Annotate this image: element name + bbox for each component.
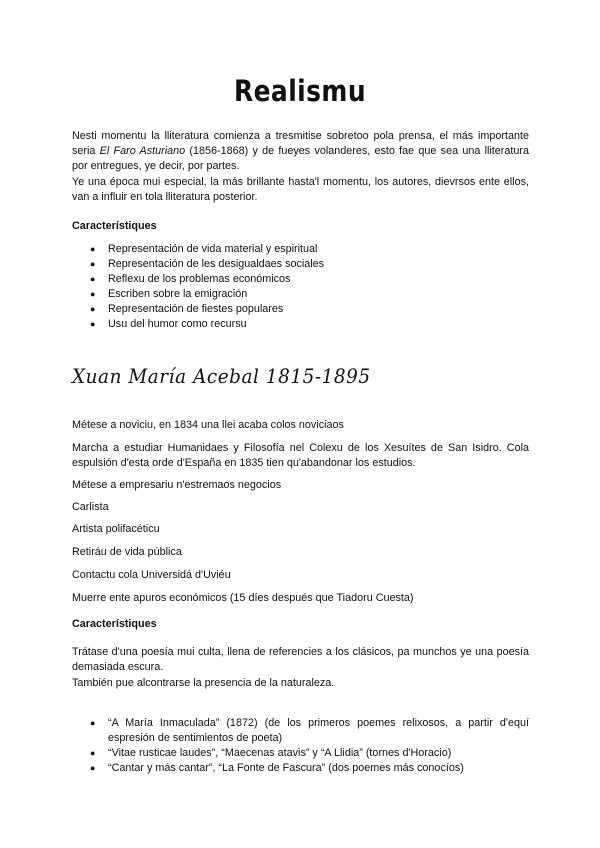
bullet-icon: ●	[90, 763, 96, 773]
author-fact: Artista polifacéticu	[72, 523, 160, 535]
page-title: Realismu	[233, 74, 367, 108]
author-heading: Xuan María Acebal 1815-1895	[72, 364, 371, 388]
bullet-icon: ●	[90, 259, 96, 269]
intro-text-a: Nesti momentu la lliteratura comienza a tresmitise sobretoo pola prensa, el más importante seria	[72, 130, 529, 157]
bullet-icon: ●	[90, 274, 96, 284]
author-fact: Métese a noviciu, en 1834 una llei acaba colos noviciaos	[72, 419, 344, 431]
bullet-icon: ●	[90, 718, 96, 728]
list-item: ● Reflexu de los problemas económicos	[90, 273, 291, 285]
author-fact: Carlista	[72, 501, 109, 513]
intro-paragraph-2: Ye una época mui especial, la más brillante hasta'l momentu, los autores, dievrsos ente ellos, van a influir en tola lliteratura posterior.	[72, 176, 529, 203]
list-item: ● “Vitae rusticae laudes”, “Maecenas atavis” y “A Llidia” (tornes d'Horacio)	[90, 747, 452, 759]
features-heading-1: Característiques	[72, 220, 157, 232]
list-item: ● Representación de les desigualdaes sociales	[90, 258, 325, 270]
bullet-icon: ●	[90, 319, 96, 329]
list-item: ● “Cantar y más cantar”, “La Fonte de Fascura” (dos poemes más conocíos)	[90, 762, 464, 774]
list-item: ● Escriben sobre la emigración	[90, 288, 248, 300]
list-item: ● Representación de vida material y espiritual	[90, 243, 318, 255]
intro-text-b: (1856-1868) y de fueyes volanderes, esto fae que sea una lliteratura por entregues, ye decir, por partes.	[72, 145, 530, 172]
list-item: ● Representación de fiestes populares	[90, 303, 284, 315]
features-list-1	[90, 242, 528, 332]
author-fact: Muerre ente apuros económicos (15 díes después que Tiadoru Cuesta)	[72, 592, 414, 604]
intro-paragraph-1	[72, 129, 529, 174]
bullet-icon: ●	[90, 289, 96, 299]
bullet-icon: ●	[90, 748, 96, 758]
features2-paragraph-2: También pue alcontrarse la presencia de la naturaleza.	[72, 677, 335, 689]
author-fact: Retiráu de vida pública	[72, 546, 182, 558]
bullet-icon: ●	[90, 244, 96, 254]
features-heading-2: Característiques	[72, 618, 157, 630]
bullet-icon: ●	[90, 304, 96, 314]
features2-paragraph-1: Trátase d'una poesía mui culta, llena de referencies a los clásicos, pa munchos ye una poesía demasiada escura.	[72, 646, 529, 673]
list-item: ● Usu del humor como recursu	[90, 318, 247, 330]
works-list	[90, 716, 529, 776]
author-fact: Marcha a estudiar Humanidaes y Filosofía nel Colexu de los Xesuítes de San Isidro. Cola espulsión d'esta orde d'España en 1835 tien qu'abandonar los estudios.	[72, 442, 529, 469]
list-item: ● “A María Inmaculada” (1872) (de los primeros poemes relixosos, a partir d'equí espresión de sentimientos de poeta)	[90, 717, 529, 744]
author-fact: Métese a empresariu n'estremaos negocios	[72, 479, 282, 491]
intro-newspaper-title: El Faro Asturiano	[99, 145, 186, 157]
author-fact: Contactu cola Universidá d'Uviéu	[72, 569, 231, 581]
